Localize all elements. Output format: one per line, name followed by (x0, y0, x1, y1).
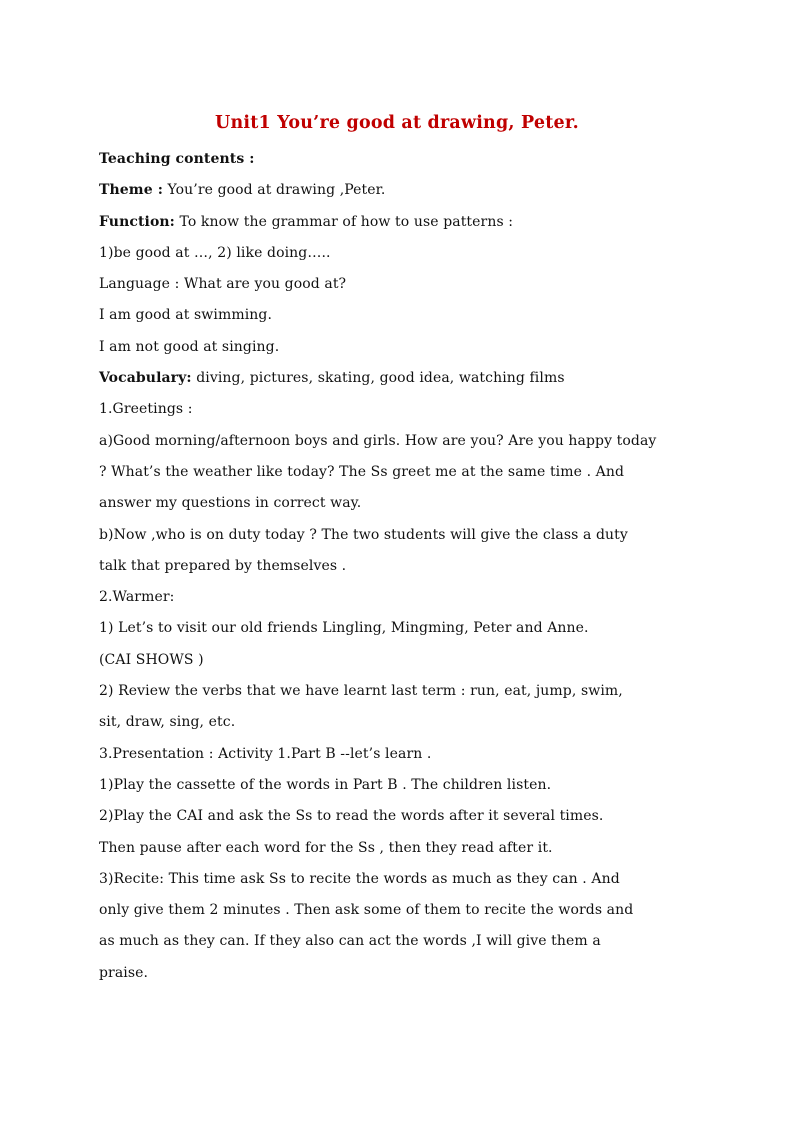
function-line (99, 207, 699, 238)
greetings-a-line: ? What’s the weather like today? The Ss greet me at the same time . And (99, 463, 625, 480)
presentation-2-line: Then pause after each word for the Ss , then they read after it. (99, 839, 553, 856)
presentation-3-line: praise. (99, 964, 149, 981)
page-title: Unit1 You’re good at drawing, Peter. (215, 113, 579, 133)
presentation-3-line: 3)Recite: This time ask Ss to recite the words as much as they can . And (99, 870, 620, 887)
greetings-b-line: b)Now ,who is on duty today ? The two students will give the class a duty (99, 526, 628, 543)
warmer-2-line: 2) Review the verbs that we have learnt last term : run, eat, jump, swim, (99, 683, 623, 700)
function-label: Function: (99, 213, 175, 230)
presentation-1-line: 1)Play the cassette of the words in Part B . The children listen. (99, 776, 552, 793)
greetings-b-line: talk that prepared by themselves . (99, 557, 347, 574)
vocabulary-label: Vocabulary: (99, 370, 192, 387)
presentation-3-line: only give them 2 minutes . Then ask some of them to recite the words and (99, 902, 634, 919)
language-example-1: I am good at swimming. (99, 307, 273, 324)
presentation-2-line: 2)Play the CAI and ask the Ss to read the words after it several times. (99, 808, 604, 825)
function-text: To know the grammar of how to use patterns : (174, 213, 514, 230)
theme-text: You’re good at drawing ,Peter. (162, 182, 386, 199)
presentation-heading: 3.Presentation : Activity 1.Part B --let’s learn . (99, 745, 432, 762)
warmer-1-line: 1) Let’s to visit our old friends Lingling, Mingming, Peter and Anne. (99, 620, 589, 637)
patterns-line: 1)be good at …, 2) like doing….. (99, 244, 331, 261)
warmer-1-line: (CAI SHOWS ) (99, 651, 204, 668)
language-line: Language : What are you good at? (99, 276, 347, 293)
presentation-3-line: as much as they can. If they also can act the words ,I will give them a (99, 933, 601, 950)
greetings-a-line: a)Good morning/afternoon boys and girls. How are you? Are you happy today (99, 432, 657, 449)
warmer-2-line: sit, draw, sing, etc. (99, 714, 236, 731)
teaching-contents-heading: Teaching contents : (99, 151, 255, 167)
theme-line (99, 175, 699, 206)
warmer-heading: 2.Warmer: (99, 589, 175, 606)
greetings-heading: 1.Greetings : (99, 401, 193, 418)
greetings-a-line: answer my questions in correct way. (99, 495, 362, 512)
vocabulary-text: diving, pictures, skating, good idea, watching films (191, 370, 565, 387)
lesson-content (99, 144, 699, 989)
theme-label: Theme : (99, 182, 163, 199)
vocabulary-line (99, 363, 699, 394)
language-example-2: I am not good at singing. (99, 338, 280, 355)
